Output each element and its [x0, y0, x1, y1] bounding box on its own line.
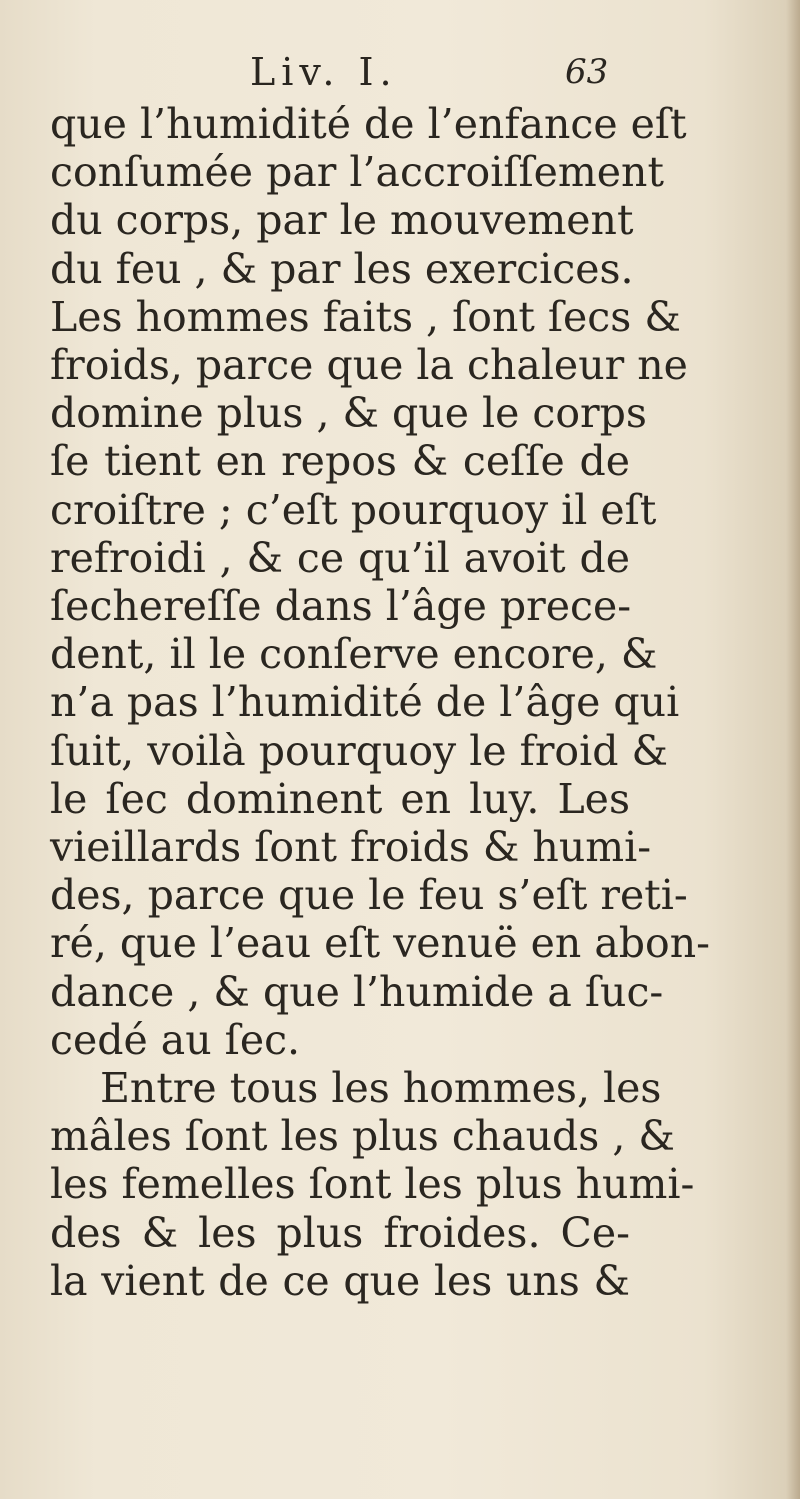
- text-line: dance , & que l’humide a ſuc-: [50, 967, 664, 1016]
- text-line: le ſec dominent en luy. Les: [50, 774, 630, 823]
- text-line: des, parce que le feu s’eſt reti-: [50, 871, 688, 920]
- text-line: dent, il le conſerve encore, &: [50, 630, 658, 679]
- text-line: croiſtre ; c’eſt pourquoy il eſt: [50, 485, 657, 534]
- text-line: mâles ſont les plus chauds , &: [50, 1112, 675, 1161]
- running-title: Liv. I.: [250, 50, 398, 94]
- text-line: Les hommes faits , ſont ſecs &: [50, 292, 681, 341]
- page-header: [240, 50, 660, 106]
- text-line: du feu , & par les exercices.: [50, 244, 634, 293]
- text-line: du corps, par le mouvement: [50, 196, 634, 245]
- text-line: ſuit, voilà pourquoy le froid &: [50, 726, 669, 775]
- text-line: vieillards ſont froids & humi-: [50, 823, 652, 872]
- page-number: 63: [565, 52, 609, 92]
- text-line: ré, que l’eau eſt venuë en abon-: [50, 919, 710, 968]
- text-line: ſecherеſſe dans l’âge prece-: [50, 582, 632, 631]
- text-line: ſe tient en repos & ceſſe de: [50, 437, 630, 486]
- text-line: n’a pas l’humidité de l’âge qui: [50, 678, 680, 727]
- paragraph-last-line: cedé au ſec.: [50, 1015, 301, 1064]
- paragraph-first-line: Entre tous les hommes, les: [100, 1064, 662, 1113]
- text-line: des & les plus froides. Ce-: [50, 1208, 630, 1257]
- text-line: conſumée par l’accroiſſement: [50, 148, 664, 197]
- text-line: froids, parce que la chaleur ne: [50, 341, 688, 390]
- text-line: domine plus , & que le corps: [50, 389, 647, 438]
- text-line: que l’humidité de l’enfance eſt: [50, 100, 687, 148]
- text-line: la vient de ce que les uns &: [50, 1256, 630, 1305]
- text-line: refroidi , & ce qu’il avoit de: [50, 533, 630, 582]
- body-text: [50, 100, 710, 1305]
- text-line: les femelles ſont les plus humi-: [50, 1160, 695, 1209]
